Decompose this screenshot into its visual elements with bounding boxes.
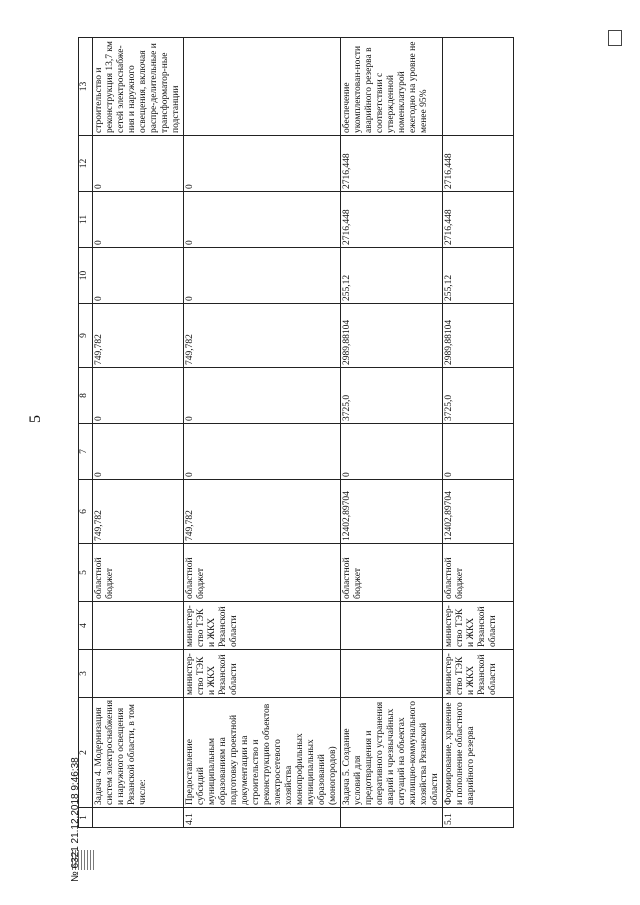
col-num-2: 2 <box>79 698 93 808</box>
cell-number: 5.1 <box>443 808 514 828</box>
cell-year-1: 0 <box>443 424 514 480</box>
program-activities-table <box>78 37 514 828</box>
col-num-11: 11 <box>79 192 93 248</box>
cell-coexecutor <box>341 602 443 650</box>
cell-result: обеспечение укомплектован-ности аварийного резерва в соответствии с утвержденной номенклатурой ежегодно на уровне не менее 95% <box>341 38 443 136</box>
table-row <box>443 38 514 828</box>
cell-executor <box>341 650 443 698</box>
cell-activity: Предоставление субсидий муниципальным образованиям на подготовку проектной документации на строительство и реконструкцию объектов электросетевого хозяйства монопрофильных муниципальных образований (моногородов) <box>184 698 341 808</box>
cell-result: строительство и реконструкция 13,7 км сетей электроснабже-ния и наружного освещения, включая распре-делительные и трансформатор-ные подстанции <box>93 38 184 136</box>
cell-year-6: 2716,448 <box>341 136 443 192</box>
cell-source: областной бюджет <box>184 544 341 602</box>
program-table-sheet <box>78 38 586 828</box>
col-num-4: 4 <box>79 602 93 650</box>
cell-activity: Задача 4. Модернизация систем электроснабжения и наружного освещения Рязанской области, в том числе: <box>93 698 184 808</box>
cell-executor: министер-ство ТЭК и ЖКХ Рязанской области <box>443 650 514 698</box>
cell-total: 12402,89704 <box>341 480 443 544</box>
col-num-1: 1 <box>79 808 93 828</box>
col-num-5: 5 <box>79 544 93 602</box>
document-registration-footer: № 6321 21.12.2018 9:46:38 <box>70 757 81 882</box>
cell-executor: министер-ство ТЭК и ЖКХ Рязанской области <box>184 650 341 698</box>
cell-year-3: 749,782 <box>93 304 184 368</box>
col-num-3: 3 <box>79 650 93 698</box>
cell-year-4: 255,12 <box>443 248 514 304</box>
cell-number <box>93 808 184 828</box>
cell-year-2: 0 <box>93 368 184 424</box>
col-num-8: 8 <box>79 368 93 424</box>
col-num-6: 6 <box>79 480 93 544</box>
cell-year-1: 0 <box>341 424 443 480</box>
cell-total: 12402,89704 <box>443 480 514 544</box>
cell-result <box>184 38 341 136</box>
cell-coexecutor: министер-ство ТЭК и ЖКХ Рязанской области <box>443 602 514 650</box>
cell-year-2: 0 <box>184 368 341 424</box>
cell-source: областной бюджет <box>93 544 184 602</box>
col-num-7: 7 <box>79 424 93 480</box>
page-number: 5 <box>27 415 44 423</box>
cell-year-4: 0 <box>93 248 184 304</box>
cell-year-1: 0 <box>184 424 341 480</box>
cell-year-4: 0 <box>184 248 341 304</box>
cell-source: областной бюджет <box>443 544 514 602</box>
cell-year-2: 3725,0 <box>341 368 443 424</box>
table-row <box>184 38 341 828</box>
cell-year-3: 2989,88104 <box>341 304 443 368</box>
cell-activity: Задача 5. Создание условий для предотвращения и оперативного устранения аварий и чрезвычайных ситуаций на объектах жилищно-коммунального хозяйства Рязанской области <box>341 698 443 808</box>
cell-year-3: 2989,88104 <box>443 304 514 368</box>
cell-year-3: 749,782 <box>184 304 341 368</box>
table-row <box>341 38 443 828</box>
cell-year-2: 3725,0 <box>443 368 514 424</box>
cell-executor <box>93 650 184 698</box>
cell-year-4: 255,12 <box>341 248 443 304</box>
cell-number <box>341 808 443 828</box>
table-row <box>93 38 184 828</box>
cell-number: 4.1 <box>184 808 341 828</box>
cell-source: областной бюджет <box>341 544 443 602</box>
cell-year-1: 0 <box>93 424 184 480</box>
cell-year-6: 0 <box>184 136 341 192</box>
cell-year-6: 2716,448 <box>443 136 514 192</box>
cell-year-6: 0 <box>93 136 184 192</box>
corner-stamp <box>608 30 622 46</box>
cell-year-5: 2716,448 <box>443 192 514 248</box>
col-num-12: 12 <box>79 136 93 192</box>
cell-total: 749,782 <box>184 480 341 544</box>
cell-result <box>443 38 514 136</box>
cell-year-5: 0 <box>93 192 184 248</box>
col-num-10: 10 <box>79 248 93 304</box>
cell-coexecutor: министер-ство ТЭК и ЖКХ Рязанской области <box>184 602 341 650</box>
cell-year-5: 0 <box>184 192 341 248</box>
col-num-9: 9 <box>79 304 93 368</box>
cell-total: 749,782 <box>93 480 184 544</box>
cell-coexecutor <box>93 602 184 650</box>
cell-activity: Формирование, хранение и пополнение областного аварийного резерва <box>443 698 514 808</box>
col-num-13: 13 <box>79 38 93 136</box>
cell-year-5: 2716,448 <box>341 192 443 248</box>
